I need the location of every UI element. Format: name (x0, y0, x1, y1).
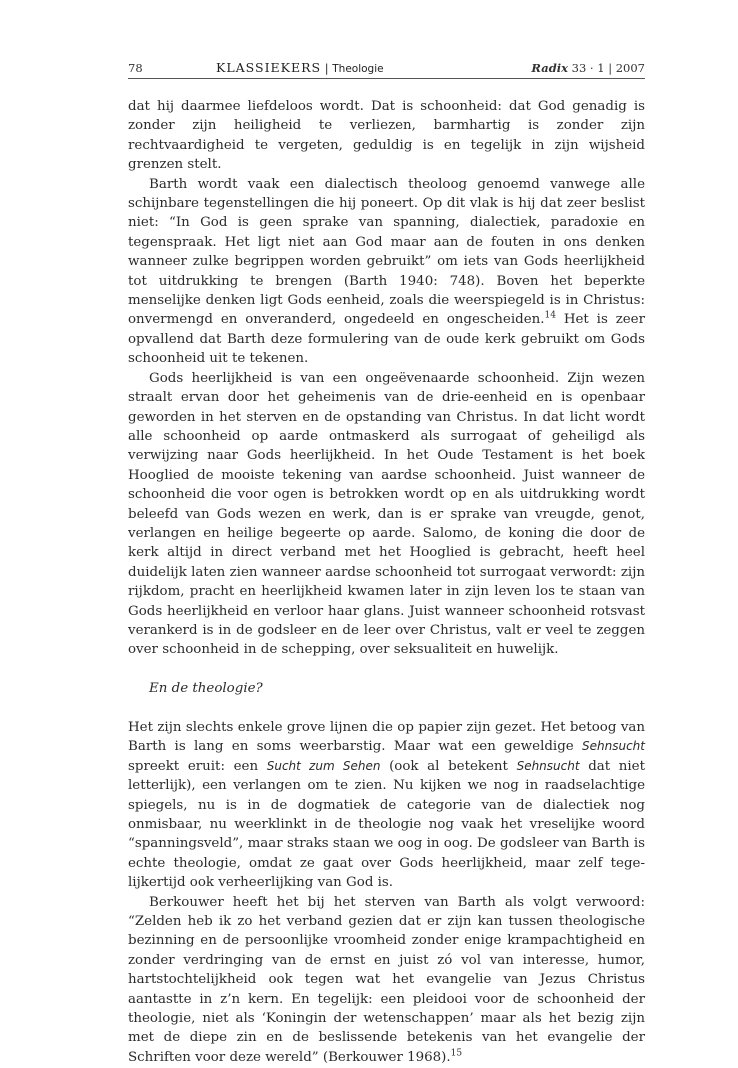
paragraph-1: dat hij daarmee liefdeloos wordt. Dat is schoonheid: dat God genadig is zonder zijn heiligheid te verliezen, barmhartig is zonder zijn rechtvaardigheid te vergeten, geduldig is en tegelijk in zijn wijsheid grenzen stelt. (128, 99, 645, 173)
paragraph-2-text-a: Barth wordt vaak een dialectisch theoloog genoemd vanwege alle schijnbare tegenstellingen die hij poneert. Op dit vlak is hij dat zeer beslist niet: “In God is geen sprake van spanning, dialectiek, paradoxie en tegenspraak. Het ligt niet aan God maar aan de fouten in ons denken wanneer zulke begrippen worden gebruikt” om iets van Gods heerlijkheid tot uitdrukking te brengen (Barth 1940: 748). Boven het beperkte menselijke denken ligt Gods eenheid, zoals die weerspiegeld is in Christus: onvermengd en onveranderd, ongedeeld en ongescheiden. (128, 176, 645, 328)
journal-name: Radix (531, 61, 568, 75)
footnote-marker-14[interactable]: 14 (544, 311, 556, 321)
paragraph-4-text-b: spreekt eruit: een (128, 758, 267, 774)
paragraph-4-text-c: (ook al betekent (380, 758, 517, 774)
journal-reference (531, 58, 645, 78)
section-subheading: En de theologie? (149, 681, 263, 697)
article-body (128, 97, 645, 1067)
paragraph-4-text-d: dat niet letterlijk), een verlangen om te zien. Nu kijken we nog in raadselachtige spiegels, nu is in de dogmatiek de categorie van de dialectiek nog onmisbaar, nu weerklinkt in de theologie nog vaak het vreselijke woord “spanningsveld”, maar straks staan we oog in oog. De godsleer van Barth is echte theologie, omdat ze gaat over Gods heerlijkheid, maar zelf tegelijkertijd ook verheerlijking van God is. (128, 758, 645, 891)
topic-label: Theologie (332, 63, 384, 75)
paragraph-4-text-a: Het zijn slechts enkele grove lijnen die op papier zijn gezet. Het betoog van Barth is lang en soms weerbarstig. Maar wat een geweldige (128, 719, 645, 755)
paragraph-3: Gods heerlijkheid is van een ongeëvenaarde schoonheid. Zijn wezen straalt ervan door het geheimenis van de drie-eenheid en is openbaar geworden in het sterven en de opstanding van Christus. In dat licht wordt alle schoonheid op aarde ontmaskerd als surrogaat of geheiligd als verwijzing naar Gods heerlijkheid. In het Oude Testament is het boek Hooglied de mooiste tekening van aardse schoonheid. Juist wanneer de schoonheid die voor ogen is betrokken wordt op en als uitdrukking wordt beleefd van Gods wezen en werk, dan is er sprake van vreugde, genot, verlangen en heilige begeerte op aarde. Salomo, de koning die door de kerk altijd in direct verband met het Hooglied is gebracht, heeft heel duidelijk laten zien wanneer aardse schoonheid tot surrogaat verwordt: zijn rijkdom, pracht en heerlijkheid kwamen later in zijn leven los te staan van Gods heerlijkheid en verloor haar glans. Juist wanneer schoonheid rotsvast verankerd is in de godsleer en de leer over Christus, valt er veel te zeggen over schoonheid in de schepping, over seksualiteit en huwelijk. (128, 370, 645, 658)
term-sehnsucht-2: Sehnsucht (516, 758, 580, 773)
footnote-marker-15[interactable]: 15 (450, 1048, 463, 1059)
journal-issue: 33 · 1 | 2007 (567, 61, 645, 75)
section-label (216, 58, 384, 79)
term-sucht-zum-sehen: Sucht zum Sehen (266, 758, 381, 773)
running-header (128, 58, 645, 79)
term-sehnsucht: Sehnsucht (582, 739, 645, 754)
paragraph-5 (128, 893, 645, 1068)
paragraph-2-text-b: Het is zeer opvallend dat Barth deze formulering van de oude kerk gebruikt om Gods schoonheid uit te tekenen. (128, 312, 645, 367)
header-separator: | (321, 61, 333, 75)
paragraph-2 (128, 175, 645, 369)
document-page (128, 58, 645, 1067)
page-number: 78 (128, 61, 143, 75)
series-title: KLASSIEKERS (216, 60, 322, 75)
paragraph-4 (128, 718, 645, 893)
paragraph-5-text: Berkouwer heeft het bij het sterven van Barth als volgt verwoord: “Zelden heb ik zo het verband gezien dat er zijn kan tussen theologische bezinning en de persoonlijke vroomheid zonder enige krampachtigheid en zonder verdringing van de ernst en juist zó vol van interesse, humor, hartstochtelijkheid ook tegen wat het evangelie van Jezus Christus aantastte in z’n kern. En tegelijk: een pleidooi voor de schoonheid der theologie, niet als ‘Koningin der wetenschappen’ maar als het bezig zijn met de diepe zin en de beslissende betekenis van het evangelie der Schriften voor deze wereld” (Berkouwer 1968). (128, 894, 645, 1065)
